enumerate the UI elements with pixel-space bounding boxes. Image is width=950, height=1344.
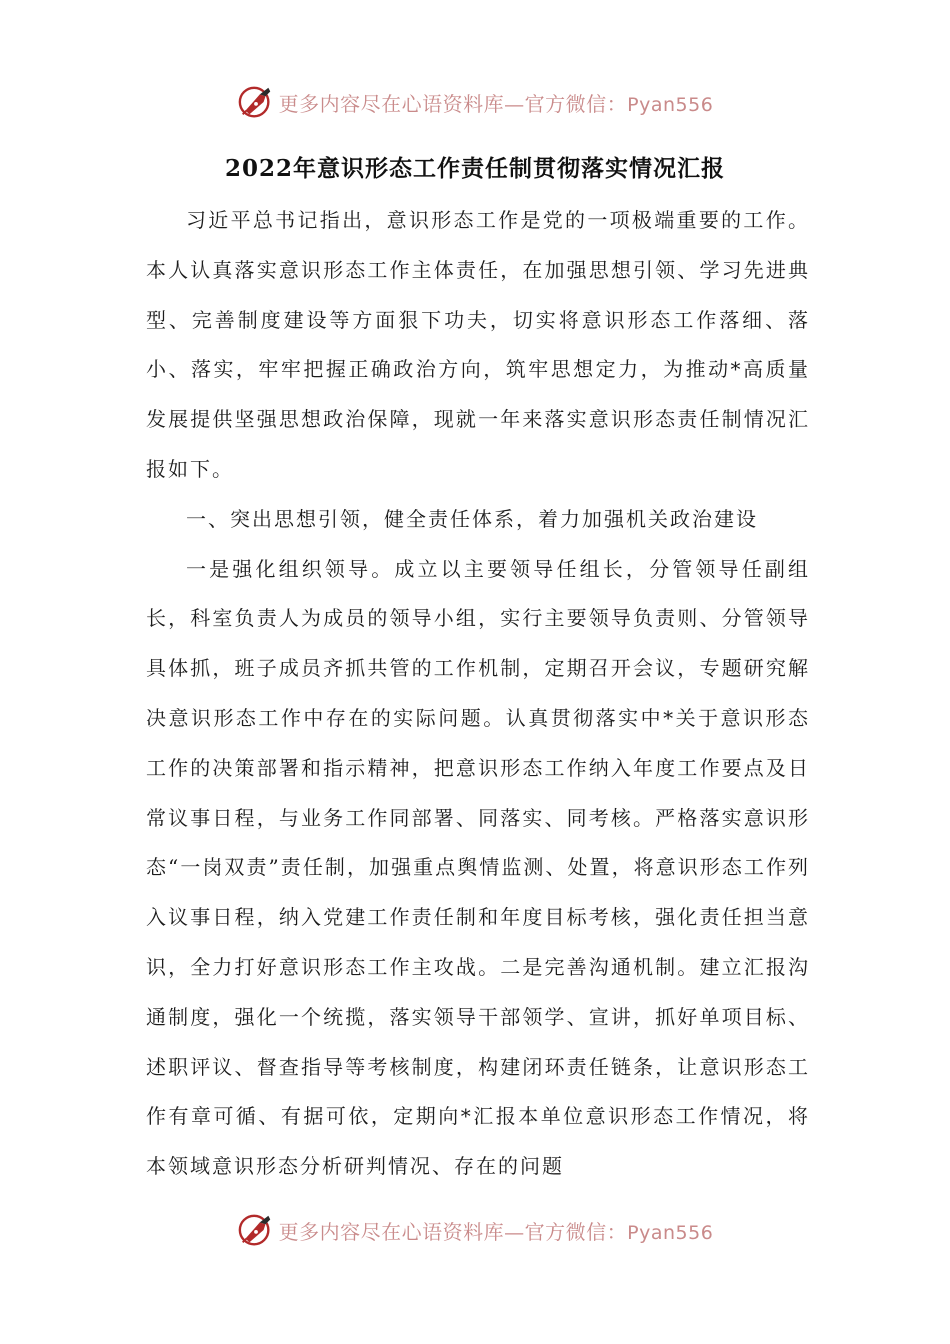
document-title: 2022年意识形态工作责任制贯彻落实情况汇报 <box>224 155 725 182</box>
watermark-banner-bottom <box>0 1208 950 1252</box>
intro-paragraph: 习近平总书记指出，意识形态工作是党的一项极端重要的工作。本人认真落实意识形态工作主体责任，在加强思想引领、学习先进典型、完善制度建设等方面狠下功夫，切实将意识形态工作落细、落小、落实，牢牢把握正确政治方向，筑牢思想定力，为推动*高质量发展提供坚强思想政治保障，现就一年来落实意识形态责任制情况汇报如下。 <box>146 208 810 481</box>
pen-nib-logo-icon <box>237 83 275 121</box>
section-heading-1: 一、突出思想引领，健全责任体系，着力加强机关政治建设 <box>186 506 758 531</box>
pen-nib-logo-icon <box>237 1211 275 1249</box>
body-paragraph: 一是强化组织领导。成立以主要领导任组长，分管领导任副组长，科室负责人为成员的领导小组，实行主要领导负责则、分管领导具体抓，班子成员齐抓共管的工作机制，定期召开会议，专题研究解决意识形态工作中存在的实际问题。认真贯彻落实中*关于意识形态工作的决策部署和指示精神，把意识形态工作纳入年度工作要点及日常议事日程，与业务工作同部署、同落实、同考核。严格落实意识形态“一岗双责”责任制，加强重点舆情监测、处置，将意识形态工作列入议事日程，纳入党建工作责任制和年度目标考核，强化责任担当意识，全力打好意识形态工作主攻战。二是完善沟通机制。建立汇报沟通制度，强化一个统揽，落实领导干部领学、宣讲，抓好单项目标、述职评议、督查指导等考核制度，构建闭环责任链条，让意识形态工作有章可循、有据可依，定期向*汇报本单位意识形态工作情况，将本领域意识形态分析研判情况、存在的问题 <box>146 556 810 1179</box>
watermark-handle: Pyan556 <box>627 1221 714 1244</box>
watermark-label: 更多内容尽在心语资料库—官方微信： <box>278 91 628 116</box>
watermark-text <box>279 1216 714 1245</box>
watermark-label: 更多内容尽在心语资料库—官方微信： <box>278 1219 628 1244</box>
watermark-handle: Pyan556 <box>627 93 714 116</box>
document-body <box>146 196 810 1192</box>
watermark-text <box>279 88 714 117</box>
watermark-banner-top <box>0 80 950 124</box>
